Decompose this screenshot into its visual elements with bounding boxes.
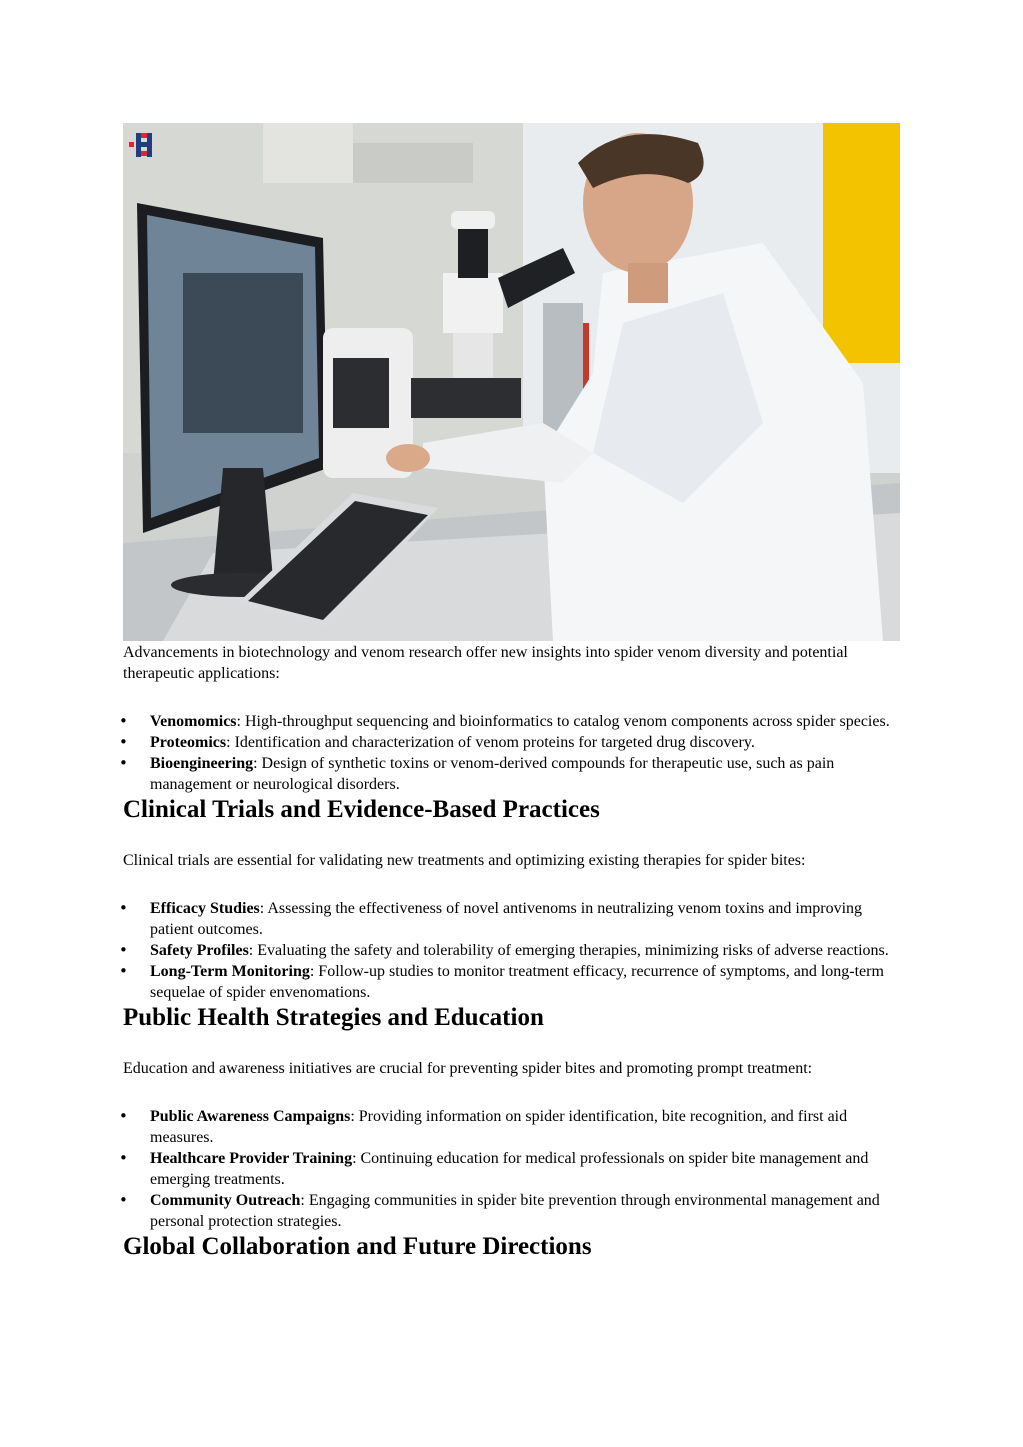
item-description: : High-throughput sequencing and bioinformatics to catalog venom components across spider species. — [236, 713, 890, 730]
photo-illustration — [123, 123, 900, 641]
list-item — [119, 1106, 903, 1148]
lab-scientist-photo — [123, 123, 900, 641]
article-body — [119, 641, 903, 1262]
bullet-icon: • — [119, 754, 128, 772]
clinical-paragraph: Clinical trials are essential for validating new treatments and optimizing existing therapies for spider bites: — [123, 852, 806, 869]
item-term: Venomomics — [150, 713, 237, 730]
bullet-icon: • — [119, 712, 128, 730]
list-item — [119, 961, 903, 1003]
section-heading-public-health: Public Health Strategies and Education — [123, 1004, 544, 1031]
intro-paragraph: Advancements in biotechnology and venom research offer new insights into spider venom diversity and potential therapeutic applications: — [123, 644, 848, 682]
item-term: Safety Profiles — [150, 942, 249, 959]
bullet-icon: • — [119, 1191, 128, 1209]
bullet-icon: • — [119, 1107, 128, 1125]
list-item — [119, 940, 903, 961]
clinical-bullet-list — [119, 898, 903, 1003]
intro-bullet-list — [119, 711, 903, 795]
list-item — [119, 753, 903, 795]
list-item — [119, 732, 903, 753]
item-description: : Identification and characterization of venom proteins for targeted drug discovery. — [226, 734, 755, 751]
public-health-paragraph: Education and awareness initiatives are crucial for preventing spider bites and promoting prompt treatment: — [123, 1060, 813, 1077]
item-description: : Follow-up studies to monitor treatment efficacy, recurrence of symptoms, and long-term sequelae of spider envenomations. — [150, 963, 884, 1001]
list-item — [119, 711, 903, 732]
item-term: Community Outreach — [150, 1192, 301, 1209]
list-item — [119, 1190, 903, 1232]
item-description: : Engaging communities in spider bite prevention through environmental management and personal protection strategies. — [150, 1192, 880, 1230]
bullet-icon: • — [119, 1149, 128, 1167]
item-term: Proteomics — [150, 734, 227, 751]
bullet-icon: • — [119, 962, 128, 980]
hospital-h-logo-icon — [129, 129, 159, 159]
section-heading-global: Global Collaboration and Future Directions — [123, 1233, 592, 1260]
item-term: Long-Term Monitoring — [150, 963, 310, 980]
public-health-bullet-list — [119, 1106, 903, 1232]
item-description: : Evaluating the safety and tolerability of emerging therapies, minimizing risks of adverse reactions. — [248, 942, 889, 959]
list-item — [119, 898, 903, 940]
item-term: Public Awareness Campaigns — [150, 1108, 351, 1125]
item-description: : Continuing education for medical professionals on spider bite management and emerging treatments. — [150, 1150, 869, 1188]
item-description: : Design of synthetic toxins or venom-derived compounds for therapeutic use, such as pain management or neurological disorders. — [150, 755, 835, 793]
bullet-icon: • — [119, 899, 128, 917]
item-description: : Assessing the effectiveness of novel antivenoms in neutralizing venom toxins and improving patient outcomes. — [150, 900, 863, 938]
item-term: Bioengineering — [150, 755, 254, 772]
section-heading-clinical: Clinical Trials and Evidence-Based Practices — [123, 796, 600, 823]
item-term: Efficacy Studies — [150, 900, 260, 917]
bullet-icon: • — [119, 941, 128, 959]
bullet-icon: • — [119, 733, 128, 751]
list-item — [119, 1148, 903, 1190]
item-description: : Providing information on spider identification, bite recognition, and first aid measures. — [150, 1108, 848, 1146]
item-term: Healthcare Provider Training — [150, 1150, 353, 1167]
